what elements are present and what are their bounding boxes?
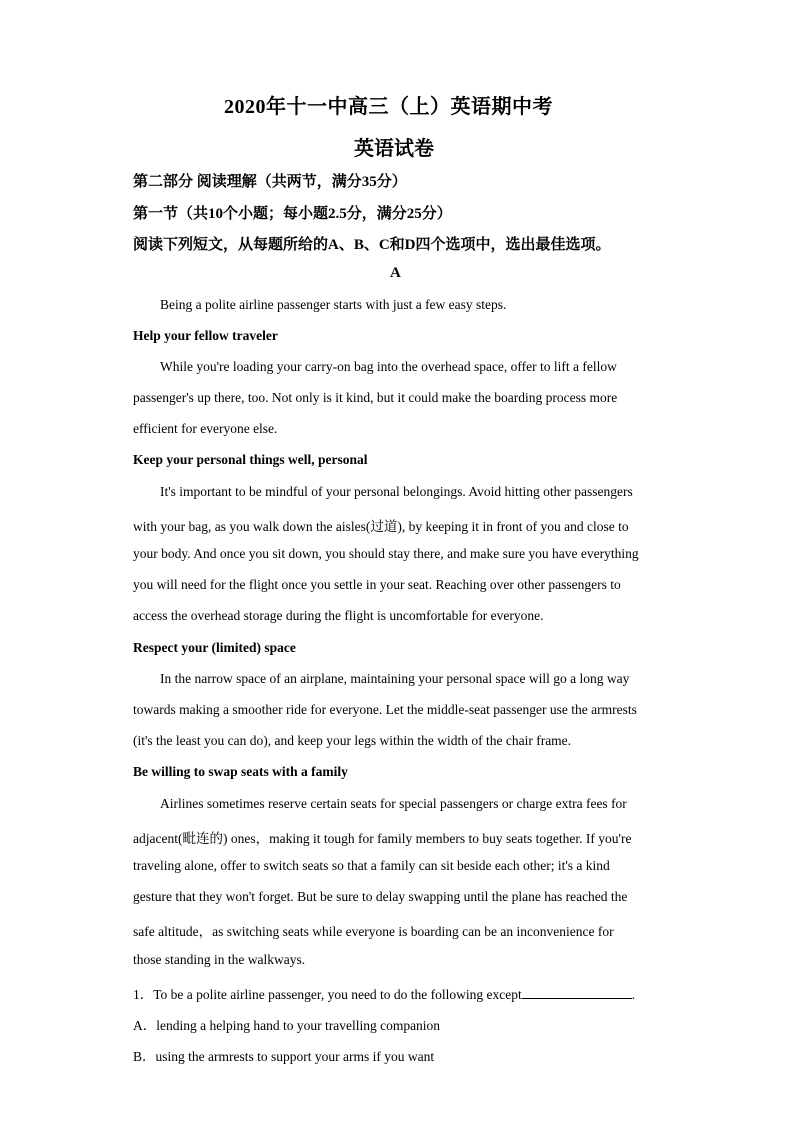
paragraph-line: traveling alone, offer to switch seats so that a family can sit beside each other; it's a kind [133, 858, 610, 873]
paragraph-line: those standing in the walkways. [133, 952, 306, 967]
paragraph-line: (it's the least you can do), and keep your legs within the width of the chair frame. [133, 733, 572, 748]
paragraph-line: your body. And once you sit down, you should stay there, and make sure you have everything [133, 546, 639, 561]
instructions: 阅读下列短文，从每题所给的A、B、C和D四个选项中，选出最佳选项。 [133, 237, 611, 253]
question-1-end: . [631, 987, 636, 1002]
passage-letter: A [390, 265, 401, 281]
option-a: A．lending a helping hand to your travelling companion [133, 1018, 441, 1033]
paragraph-line: Airlines sometimes reserve certain seats for special passengers or charge extra fees for [160, 796, 627, 811]
passage-heading: Be willing to swap seats with a family [133, 764, 348, 779]
passage-heading: Keep your personal things well, personal [133, 452, 368, 467]
passage-heading: Respect your (limited) space [133, 640, 296, 655]
subsection-heading: 第一节（共10个小题；每小题2.5分，满分25分） [133, 206, 452, 222]
paragraph-line: passenger's up there, too. Not only is it kind, but it could make the boarding process more [133, 390, 618, 405]
paragraph-line: While you're loading your carry-on bag into the overhead space, offer to lift a fellow [160, 359, 617, 374]
answer-blank [522, 986, 632, 999]
paragraph-line: It's important to be mindful of your personal belongings. Avoid hitting other passengers [160, 484, 633, 499]
paragraph-line: towards making a smoother ride for everyone. Let the middle-seat passenger use the armrests [133, 702, 637, 717]
paragraph-line: access the overhead storage during the flight is uncomfortable for everyone. [133, 608, 544, 623]
question-1-text: 1．To be a polite airline passenger, you need to do the following except [133, 987, 522, 1002]
passage-intro: Being a polite airline passenger starts with just a few easy steps. [160, 297, 507, 312]
exam-title: 2020年十一中高三（上）英语期中考 [224, 96, 553, 118]
paragraph-line: safe altitude，as switching seats while everyone is boarding can be an inconvenience for [133, 924, 614, 939]
section-heading: 第二部分 阅读理解（共两节，满分35分） [133, 174, 407, 190]
paragraph-line: adjacent(毗连的) ones，making it tough for family members to buy seats together. If you're [133, 831, 632, 846]
paragraph-line: you will need for the flight once you settle in your seat. Reaching over other passengers to [133, 577, 621, 592]
paragraph-line: In the narrow space of an airplane, maintaining your personal space will go a long way [160, 671, 630, 686]
exam-subtitle: 英语试卷 [354, 138, 434, 160]
passage-heading: Help your fellow traveler [133, 328, 278, 343]
question-1 [133, 983, 635, 1003]
paragraph-line: with your bag, as you walk down the aisles(过道), by keeping it in front of you and close to [133, 519, 629, 534]
paragraph-line: efficient for everyone else. [133, 421, 278, 436]
paragraph-line: gesture that they won't forget. But be sure to delay swapping until the plane has reached the [133, 889, 628, 904]
option-b: B．using the armrests to support your arms if you want [133, 1049, 435, 1064]
